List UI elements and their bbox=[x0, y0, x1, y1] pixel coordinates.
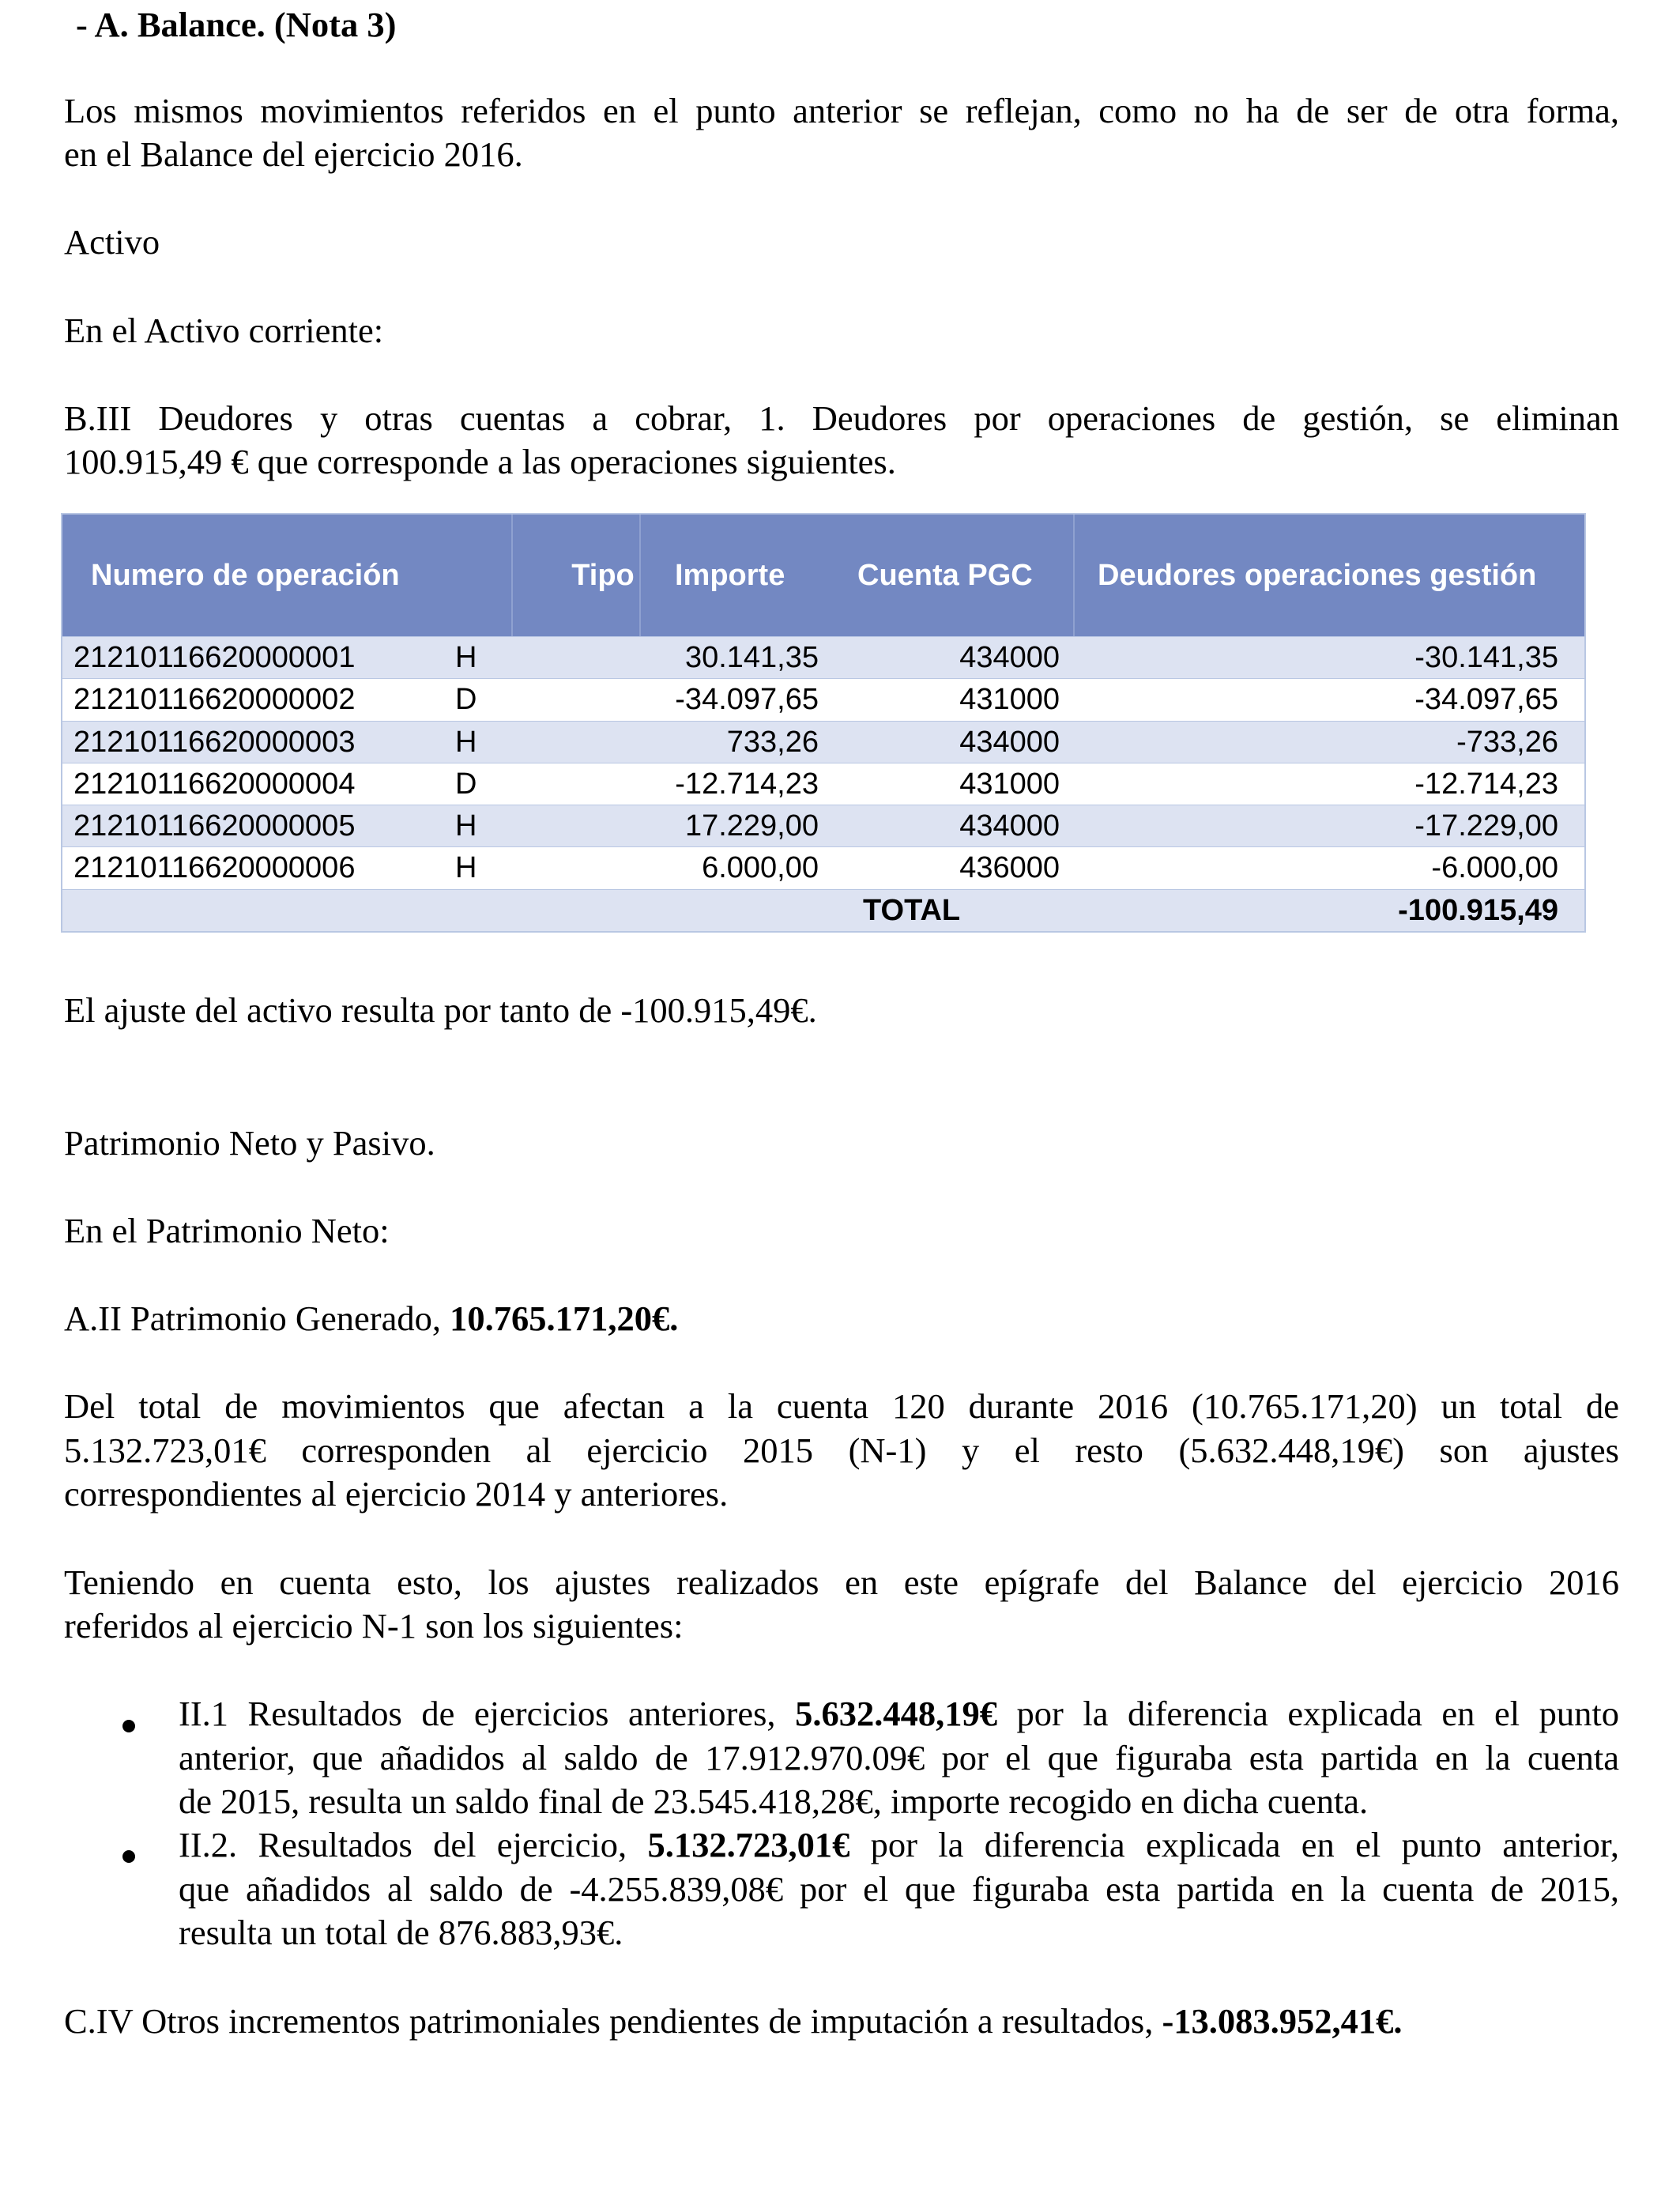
cell-cuenta: 434000 bbox=[959, 725, 1060, 759]
header-numero: Numero de operación bbox=[91, 559, 400, 592]
cell-tipo: D bbox=[455, 683, 477, 717]
cell-cuenta: 434000 bbox=[959, 809, 1060, 843]
total-label: TOTAL bbox=[863, 893, 961, 927]
cell-numero: 21210116620000004 bbox=[73, 767, 356, 801]
cell-tipo: H bbox=[455, 641, 477, 674]
table-row bbox=[62, 678, 1584, 720]
table-total-row bbox=[62, 889, 1584, 931]
ajuste-activo-text: El ajuste del activo resulta por tanto de -100.915,49€. bbox=[64, 990, 817, 1030]
bullet-dot bbox=[122, 1720, 135, 1732]
table-row bbox=[62, 636, 1584, 678]
table-row bbox=[62, 846, 1584, 888]
civ-line bbox=[64, 2000, 1619, 2043]
teniendo-line-1: Teniendo en cuenta esto, los ajustes realizados en este epígrafe del Balance del ejercicio 2016 bbox=[64, 1563, 1619, 1602]
pn-pasivo-title: Patrimonio Neto y Pasivo. bbox=[64, 1123, 435, 1163]
aii-label: A.II Patrimonio Generado, bbox=[64, 1299, 450, 1338]
pn-intro-text: En el Patrimonio Neto: bbox=[64, 1211, 390, 1250]
cell-importe: -12.714,23 bbox=[675, 767, 819, 801]
movimientos-line-2: 5.132.723,01€ corresponden al ejercicio 2015 (N-1) y el resto (5.632.448,19€) son ajustes bbox=[64, 1431, 1619, 1470]
cell-numero: 21210116620000006 bbox=[73, 851, 356, 885]
cell-tipo: H bbox=[455, 851, 477, 885]
bullet-1-line-2: anterior, que añadidos al saldo de 17.912.970.09€ por el que figuraba esta partida en la cuenta bbox=[179, 1738, 1619, 1777]
activo-corriente-text: En el Activo corriente: bbox=[64, 311, 384, 350]
header-importe: Importe bbox=[675, 559, 785, 592]
cell-deudores: -12.714,23 bbox=[1414, 767, 1558, 801]
header-deudores: Deudores operaciones gestión bbox=[1098, 559, 1537, 592]
cell-importe: 17.229,00 bbox=[684, 809, 819, 843]
table-row bbox=[62, 721, 1584, 763]
table-row bbox=[62, 763, 1584, 805]
cell-deudores: -17.229,00 bbox=[1414, 809, 1558, 843]
table-header bbox=[62, 515, 1584, 636]
bullet-2-line-1: II.2. Resultados del ejercicio, 5.132.723,01€ por la diferencia explicada en el punto anterior, bbox=[179, 1825, 1619, 1864]
intro-line-2: en el Balance del ejercicio 2016. bbox=[64, 134, 523, 174]
cell-deudores: -34.097,65 bbox=[1414, 683, 1558, 717]
civ-value: -13.083.952,41€. bbox=[1162, 2001, 1403, 2041]
movimientos-line-1: Del total de movimientos que afectan a la cuenta 120 durante 2016 (10.765.171,20) un total de bbox=[64, 1386, 1619, 1426]
header-tipo: Tipo bbox=[571, 559, 635, 592]
cell-importe: 6.000,00 bbox=[702, 851, 819, 885]
bullet-2-line-2: que añadidos al saldo de -4.255.839,08€ por el que figuraba esta partida en la cuenta de 2015, bbox=[179, 1869, 1619, 1909]
cell-numero: 21210116620000003 bbox=[73, 725, 356, 759]
cell-cuenta: 431000 bbox=[959, 683, 1060, 717]
biii-line-2: 100.915,49 € que corresponde a las operaciones siguientes. bbox=[64, 442, 896, 481]
cell-importe: 733,26 bbox=[726, 725, 819, 759]
cell-cuenta: 436000 bbox=[959, 851, 1060, 885]
bullet-dot bbox=[122, 1850, 135, 1863]
cell-deudores: -733,26 bbox=[1456, 725, 1558, 759]
cell-deudores: -30.141,35 bbox=[1414, 641, 1558, 674]
bullet-1-line-1: II.1 Resultados de ejercicios anteriores, 5.632.448,19€ por la diferencia explicada en el punto bbox=[179, 1694, 1619, 1733]
section-heading: - A. Balance. (Nota 3) bbox=[76, 5, 397, 44]
biii-line-1: B.III Deudores y otras cuentas a cobrar, 1. Deudores por operaciones de gestión, se eliminan bbox=[64, 398, 1619, 438]
cell-importe: -34.097,65 bbox=[675, 683, 819, 717]
teniendo-line-2: referidos al ejercicio N-1 son los siguientes: bbox=[64, 1606, 684, 1646]
cell-tipo: D bbox=[455, 767, 477, 801]
table-row bbox=[62, 805, 1584, 846]
cell-numero: 21210116620000002 bbox=[73, 683, 356, 717]
cell-importe: 30.141,35 bbox=[684, 641, 819, 674]
bullet-2-line-3: resulta un total de 876.883,93€. bbox=[179, 1913, 623, 1952]
operations-table bbox=[61, 513, 1586, 933]
aii-line bbox=[64, 1297, 1619, 1340]
cell-deudores: -6.000,00 bbox=[1431, 851, 1558, 885]
total-value: -100.915,49 bbox=[1398, 893, 1558, 927]
movimientos-line-3: correspondientes al ejercicio 2014 y anteriores. bbox=[64, 1474, 729, 1514]
activo-title: Activo bbox=[64, 222, 160, 262]
bullet-1-line-3: de 2015, resulta un saldo final de 23.545.418,28€, importe recogido en dicha cuenta. bbox=[179, 1781, 1369, 1821]
cell-numero: 21210116620000001 bbox=[73, 641, 356, 674]
cell-tipo: H bbox=[455, 725, 477, 759]
aii-value: 10.765.171,20€. bbox=[450, 1299, 679, 1338]
cell-numero: 21210116620000005 bbox=[73, 809, 356, 843]
intro-line-1: Los mismos movimientos referidos en el punto anterior se reflejan, como no ha de ser de otra forma, bbox=[64, 91, 1619, 130]
cell-cuenta: 434000 bbox=[959, 641, 1060, 674]
cell-tipo: H bbox=[455, 809, 477, 843]
civ-label: C.IV Otros incrementos patrimoniales pendientes de imputación a resultados, bbox=[64, 2001, 1162, 2041]
header-cuenta: Cuenta PGC bbox=[857, 559, 1033, 592]
cell-cuenta: 431000 bbox=[959, 767, 1060, 801]
